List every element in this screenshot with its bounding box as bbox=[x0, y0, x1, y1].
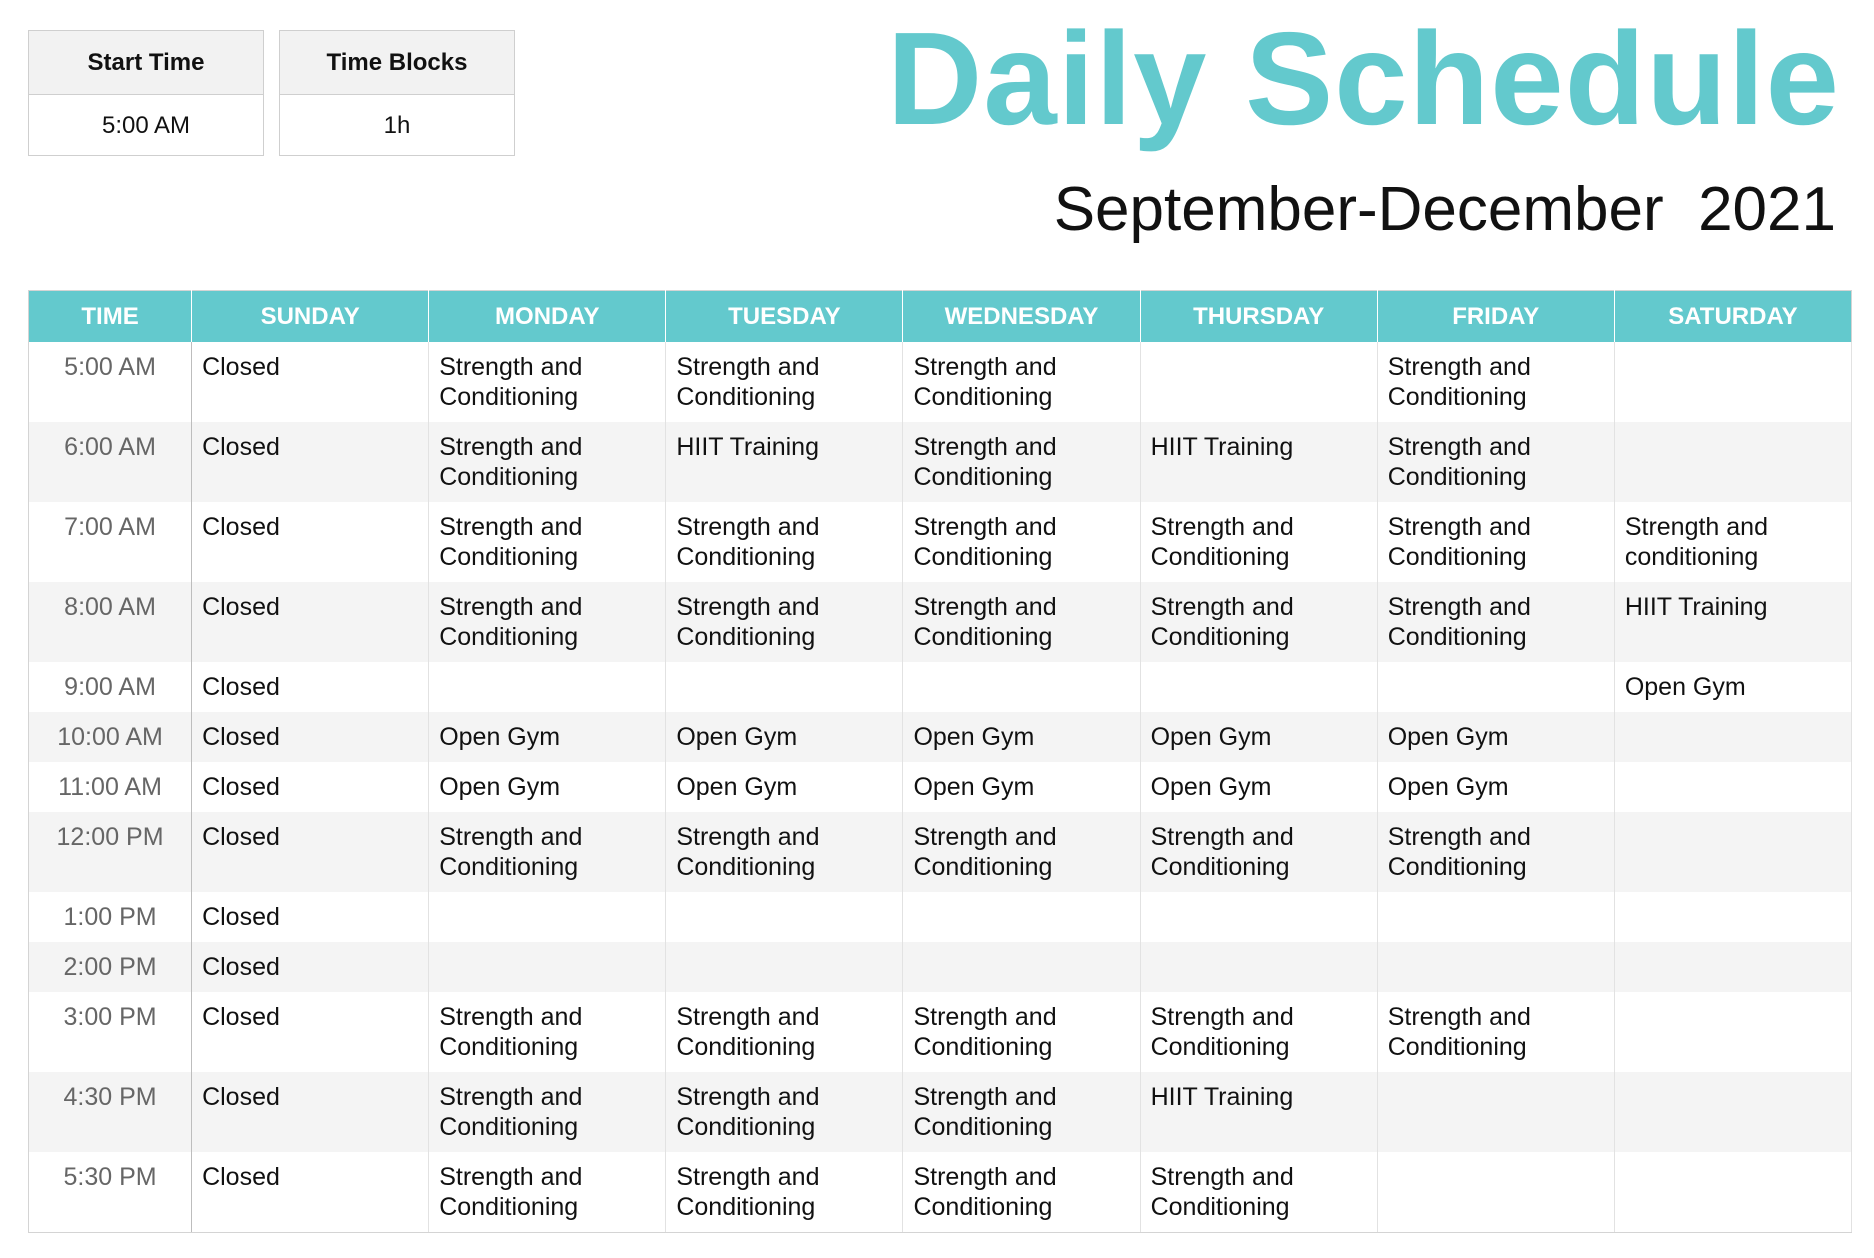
time-cell[interactable]: 5:00 AM bbox=[29, 342, 192, 422]
table-row bbox=[29, 712, 1852, 762]
schedule-cell-tuesday[interactable]: HIIT Training bbox=[666, 422, 903, 502]
schedule-cell-monday[interactable]: Strength and Conditioning bbox=[429, 502, 666, 582]
schedule-cell-friday[interactable] bbox=[1377, 942, 1614, 992]
table-row bbox=[29, 342, 1852, 422]
schedule-cell-thursday[interactable]: HIIT Training bbox=[1140, 1072, 1377, 1152]
schedule-cell-saturday[interactable] bbox=[1614, 892, 1851, 942]
time-cell[interactable]: 4:30 PM bbox=[29, 1072, 192, 1152]
schedule-cell-wednesday[interactable]: Strength and Conditioning bbox=[903, 1072, 1140, 1152]
schedule-cell-sunday[interactable]: Closed bbox=[192, 502, 429, 582]
schedule-cell-wednesday[interactable]: Strength and Conditioning bbox=[903, 1152, 1140, 1233]
time-cell[interactable]: 10:00 AM bbox=[29, 712, 192, 762]
schedule-cell-monday[interactable]: Open Gym bbox=[429, 712, 666, 762]
schedule-cell-thursday[interactable]: HIIT Training bbox=[1140, 422, 1377, 502]
table-row bbox=[29, 1072, 1852, 1152]
time-cell[interactable]: 3:00 PM bbox=[29, 992, 192, 1072]
schedule-cell-thursday[interactable] bbox=[1140, 662, 1377, 712]
schedule-cell-saturday[interactable] bbox=[1614, 712, 1851, 762]
column-header-tuesday: TUESDAY bbox=[666, 291, 903, 343]
schedule-cell-monday[interactable]: Strength and Conditioning bbox=[429, 992, 666, 1072]
schedule-cell-sunday[interactable]: Closed bbox=[192, 422, 429, 502]
column-header-time: TIME bbox=[29, 291, 192, 343]
schedule-cell-tuesday[interactable]: Strength and Conditioning bbox=[666, 1152, 903, 1233]
time-cell[interactable]: 2:00 PM bbox=[29, 942, 192, 992]
schedule-cell-tuesday[interactable]: Strength and Conditioning bbox=[666, 812, 903, 892]
schedule-cell-wednesday[interactable] bbox=[903, 662, 1140, 712]
time-blocks-box bbox=[279, 30, 515, 156]
schedule-cell-thursday[interactable] bbox=[1140, 342, 1377, 422]
schedule-cell-tuesday[interactable] bbox=[666, 662, 903, 712]
schedule-cell-monday[interactable] bbox=[429, 942, 666, 992]
time-blocks-label: Time Blocks bbox=[280, 31, 514, 95]
schedule-cell-friday[interactable]: Strength and Conditioning bbox=[1377, 502, 1614, 582]
schedule-cell-wednesday[interactable]: Strength and Conditioning bbox=[903, 812, 1140, 892]
schedule-cell-thursday[interactable]: Open Gym bbox=[1140, 762, 1377, 812]
schedule-cell-thursday[interactable]: Strength and Conditioning bbox=[1140, 1152, 1377, 1233]
column-header-thursday: THURSDAY bbox=[1140, 291, 1377, 343]
schedule-cell-friday[interactable]: Strength and Conditioning bbox=[1377, 812, 1614, 892]
schedule-cell-friday[interactable]: Open Gym bbox=[1377, 762, 1614, 812]
schedule-cell-friday[interactable] bbox=[1377, 1072, 1614, 1152]
start-time-box bbox=[28, 30, 264, 156]
schedule-cell-sunday[interactable]: Closed bbox=[192, 892, 429, 942]
column-header-saturday: SATURDAY bbox=[1614, 291, 1851, 343]
schedule-cell-thursday[interactable] bbox=[1140, 942, 1377, 992]
time-cell[interactable]: 9:00 AM bbox=[29, 662, 192, 712]
schedule-cell-sunday[interactable]: Closed bbox=[192, 762, 429, 812]
schedule-cell-saturday[interactable] bbox=[1614, 992, 1851, 1072]
schedule-cell-sunday[interactable]: Closed bbox=[192, 1072, 429, 1152]
column-header-monday: MONDAY bbox=[429, 291, 666, 343]
schedule-cell-tuesday[interactable]: Open Gym bbox=[666, 712, 903, 762]
schedule-cell-friday[interactable]: Strength and Conditioning bbox=[1377, 342, 1614, 422]
schedule-cell-thursday[interactable] bbox=[1140, 892, 1377, 942]
schedule-cell-thursday[interactable]: Open Gym bbox=[1140, 712, 1377, 762]
schedule-cell-sunday[interactable]: Closed bbox=[192, 582, 429, 662]
schedule-cell-saturday[interactable]: Strength and conditioning bbox=[1614, 502, 1851, 582]
start-time-label: Start Time bbox=[29, 31, 263, 95]
schedule-cell-tuesday[interactable]: Strength and Conditioning bbox=[666, 1072, 903, 1152]
schedule-cell-saturday[interactable] bbox=[1614, 942, 1851, 992]
table-row bbox=[29, 942, 1852, 992]
schedule-cell-wednesday[interactable]: Strength and Conditioning bbox=[903, 342, 1140, 422]
page-title: Daily Schedule bbox=[886, 5, 1840, 152]
schedule-cell-friday[interactable]: Open Gym bbox=[1377, 712, 1614, 762]
time-cell[interactable]: 12:00 PM bbox=[29, 812, 192, 892]
start-time-value[interactable]: 5:00 AM bbox=[101, 111, 191, 139]
table-row bbox=[29, 762, 1852, 812]
schedule-cell-wednesday[interactable]: Strength and Conditioning bbox=[903, 582, 1140, 662]
table-row bbox=[29, 812, 1852, 892]
time-cell[interactable]: 8:00 AM bbox=[29, 582, 192, 662]
table-row bbox=[29, 662, 1852, 712]
schedule-cell-saturday[interactable]: Open Gym bbox=[1614, 662, 1851, 712]
table-row bbox=[29, 1152, 1852, 1233]
schedule-cell-sunday[interactable]: Closed bbox=[192, 1152, 429, 1233]
schedule-cell-monday[interactable]: Strength and Conditioning bbox=[429, 812, 666, 892]
schedule-cell-friday[interactable] bbox=[1377, 1152, 1614, 1233]
schedule-cell-sunday[interactable]: Closed bbox=[192, 942, 429, 992]
schedule-cell-saturday[interactable] bbox=[1614, 342, 1851, 422]
column-header-wednesday: WEDNESDAY bbox=[903, 291, 1140, 343]
column-header-friday: FRIDAY bbox=[1377, 291, 1614, 343]
schedule-cell-monday[interactable]: Strength and Conditioning bbox=[429, 1152, 666, 1233]
schedule-cell-wednesday[interactable]: Strength and Conditioning bbox=[903, 422, 1140, 502]
time-cell[interactable]: 11:00 AM bbox=[29, 762, 192, 812]
schedule-cell-monday[interactable]: Strength and Conditioning bbox=[429, 582, 666, 662]
time-cell[interactable]: 6:00 AM bbox=[29, 422, 192, 502]
schedule-cell-sunday[interactable]: Closed bbox=[192, 812, 429, 892]
schedule-cell-friday[interactable]: Strength and Conditioning bbox=[1377, 992, 1614, 1072]
time-cell[interactable]: 7:00 AM bbox=[29, 502, 192, 582]
table-row bbox=[29, 582, 1852, 662]
schedule-header-row bbox=[29, 291, 1852, 343]
schedule-cell-tuesday[interactable]: Strength and Conditioning bbox=[666, 502, 903, 582]
table-row bbox=[29, 422, 1852, 502]
schedule-cell-friday[interactable] bbox=[1377, 892, 1614, 942]
schedule-cell-saturday[interactable] bbox=[1614, 422, 1851, 502]
schedule-cell-saturday[interactable] bbox=[1614, 1072, 1851, 1152]
schedule-cell-sunday[interactable]: Closed bbox=[192, 992, 429, 1072]
page-subtitle: September-December 2021 bbox=[1053, 175, 1836, 244]
schedule-cell-monday[interactable]: Strength and Conditioning bbox=[429, 1072, 666, 1152]
schedule-body bbox=[29, 342, 1852, 1233]
schedule-cell-saturday[interactable] bbox=[1614, 812, 1851, 892]
schedule-cell-tuesday[interactable] bbox=[666, 892, 903, 942]
schedule-cell-friday[interactable]: Strength and Conditioning bbox=[1377, 422, 1614, 502]
schedule-cell-friday[interactable] bbox=[1377, 662, 1614, 712]
schedule-cell-thursday[interactable]: Strength and Conditioning bbox=[1140, 812, 1377, 892]
schedule-cell-monday[interactable]: Strength and Conditioning bbox=[429, 422, 666, 502]
schedule-cell-tuesday[interactable]: Strength and Conditioning bbox=[666, 582, 903, 662]
schedule-cell-thursday[interactable]: Strength and Conditioning bbox=[1140, 992, 1377, 1072]
schedule-cell-thursday[interactable]: Strength and Conditioning bbox=[1140, 582, 1377, 662]
schedule-cell-wednesday[interactable] bbox=[903, 892, 1140, 942]
schedule-cell-saturday[interactable] bbox=[1614, 1152, 1851, 1233]
schedule-cell-sunday[interactable]: Closed bbox=[192, 712, 429, 762]
time-blocks-value[interactable]: 1h bbox=[383, 111, 411, 139]
schedule-cell-thursday[interactable]: Strength and Conditioning bbox=[1140, 502, 1377, 582]
schedule-cell-sunday[interactable]: Closed bbox=[192, 662, 429, 712]
schedule-cell-friday[interactable]: Strength and Conditioning bbox=[1377, 582, 1614, 662]
schedule-cell-wednesday[interactable]: Strength and Conditioning bbox=[903, 992, 1140, 1072]
schedule-cell-wednesday[interactable] bbox=[903, 942, 1140, 992]
schedule-cell-sunday[interactable]: Closed bbox=[192, 342, 429, 422]
schedule-cell-wednesday[interactable]: Open Gym bbox=[903, 712, 1140, 762]
schedule-cell-tuesday[interactable]: Open Gym bbox=[666, 762, 903, 812]
table-row bbox=[29, 992, 1852, 1072]
table-row bbox=[29, 892, 1852, 942]
schedule-cell-tuesday[interactable] bbox=[666, 942, 903, 992]
schedule-cell-saturday[interactable] bbox=[1614, 762, 1851, 812]
time-cell[interactable]: 5:30 PM bbox=[29, 1152, 192, 1233]
schedule-cell-tuesday[interactable]: Strength and Conditioning bbox=[666, 992, 903, 1072]
time-cell[interactable]: 1:00 PM bbox=[29, 892, 192, 942]
table-row bbox=[29, 502, 1852, 582]
schedule-table bbox=[28, 290, 1852, 1233]
schedule-cell-wednesday[interactable]: Strength and Conditioning bbox=[903, 502, 1140, 582]
schedule-cell-monday[interactable]: Open Gym bbox=[429, 762, 666, 812]
schedule-cell-monday[interactable]: Strength and Conditioning bbox=[429, 342, 666, 422]
schedule-cell-monday[interactable] bbox=[429, 662, 666, 712]
schedule-cell-saturday[interactable]: HIIT Training bbox=[1614, 582, 1851, 662]
schedule-cell-monday[interactable] bbox=[429, 892, 666, 942]
column-header-sunday: SUNDAY bbox=[192, 291, 429, 343]
schedule-cell-wednesday[interactable]: Open Gym bbox=[903, 762, 1140, 812]
schedule-cell-tuesday[interactable]: Strength and Conditioning bbox=[666, 342, 903, 422]
